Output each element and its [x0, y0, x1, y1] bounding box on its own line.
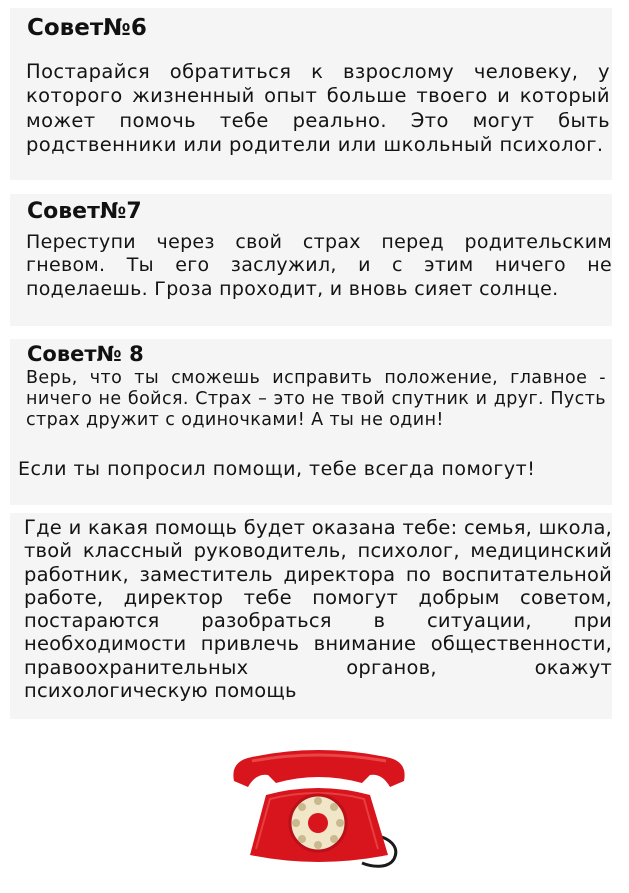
tip-8-text: Верь, что ты сможешь исправить положение, главное - ничего не бойся. Страх – это не твой спутник и друг. Пусть страх дружит с одиночками! А ты не один! [26, 368, 606, 431]
help-note-text: Если ты попросил помощи, тебе всегда помогут! [18, 458, 536, 480]
where-help-card [10, 513, 612, 719]
where-help-text: Где и какая помощь будет оказана тебе: семья, школа, твой классный руководитель, психолог, медицинский работник, заместитель директора по воспитательной работе, директор тебе помогут добрым советом, постараются разобраться в ситуации, при необходимости привлечь внимание общественности, правоохранительных органов, окажут психологическую помощь [24, 516, 612, 703]
tip-6-card [10, 8, 612, 180]
tip-7-text: Переступи через свой страх перед родительским гневом. Ты его заслужил, и с этим ничего не поделаешь. Гроза проходит, и вновь сияет солнце. [26, 231, 612, 300]
tip-6-text: Постарайся обратиться к взрослому человеку, у которого жизненный опыт больше твоего и который может помочь тебе реально. Это могут быть родственники или родители или школьный психолог. [26, 60, 610, 157]
tip-7-title: Совет№7 [27, 199, 142, 224]
tip-6-title: Совет№6 [27, 15, 147, 41]
help-note-card [10, 457, 612, 505]
tip-7-card [10, 194, 612, 326]
tip-8-card [10, 339, 612, 457]
rotary-phone-icon [222, 737, 414, 873]
tip-8-title: Совет№ 8 [27, 342, 144, 366]
